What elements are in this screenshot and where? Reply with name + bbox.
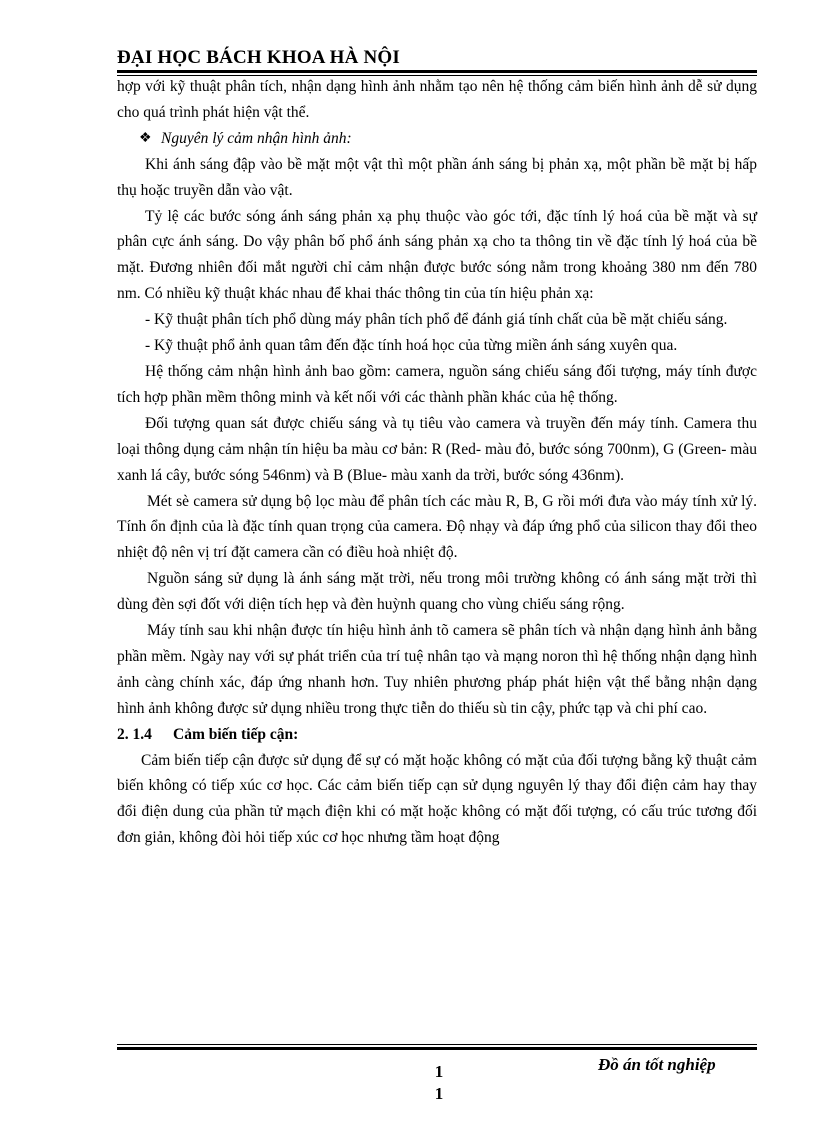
section-title: Cảm biến tiếp cận: (173, 725, 299, 743)
footer-rule-thin (117, 1044, 757, 1045)
paragraph-7: Nguồn sáng sử dụng là ánh sáng mặt trời, nếu trong môi trường không có ánh sáng mặt trời thì dùng đèn sợi đốt với diện tích hẹp và đèn huỳnh quang cho vùng chiếu sáng rộng. (117, 570, 757, 614)
body-content (117, 74, 757, 851)
bullet-heading-text: Nguyên lý cảm nhận hình ảnh: (161, 129, 352, 147)
paragraph-4: Hệ thống cảm nhận hình ảnh bao gồm: camera, nguồn sáng chiếu sáng đối tượng, máy tính được tích hợp phần mềm thông minh và kết nối với các thành phần khác của hệ thống. (117, 362, 757, 406)
header-title: ĐẠI HỌC BÁCH KHOA HÀ NỘI (117, 47, 400, 68)
dash-item-2: - Kỹ thuật phổ ảnh quan tâm đến đặc tính hoá học của từng miền ánh sáng xuyên qua. (145, 337, 678, 355)
diamond-bullet-icon: ❖ (139, 130, 152, 146)
header-rule-thick (117, 70, 757, 73)
footer-rule-thick (117, 1047, 757, 1050)
page-number-top: 1 (434, 1062, 444, 1081)
paragraph-8: Máy tính sau khi nhận được tín hiệu hình ảnh tõ camera sẽ phân tích và nhận dạng hình ảnh bằng phần mềm. Ngày nay với sự phát triển của trí tuệ nhân tạo và mạng noron thì hệ thống nhận dạng hình ảnh càng chính xác, đáp ứng nhanh hơn. Tuy nhiên phương pháp phát hiện vật thể bằng nhận dạng hình ảnh không được sử dụng nhiều trong thực tiễn do thiếu sù tin cậy, phức tạp và chi phí cao. (117, 622, 757, 717)
section-heading (117, 722, 757, 748)
paragraph-1: hợp với kỹ thuật phân tích, nhận dạng hình ảnh nhằm tạo nên hệ thống cảm biến hình ảnh dễ sử dụng cho quá trình phát hiện vật thể. (117, 78, 757, 121)
section-number: 2. 1.4 (117, 725, 152, 743)
paragraph-5: Đối tượng quan sát được chiếu sáng và tụ tiêu vào camera và truyền đến máy tính. Camera thu loại thông dụng cảm nhận tín hiệu ba màu cơ bản: R (Red- màu đỏ, bước sóng 700nm), G (Green- màu xanh lá cây, bước sóng 546nm) và B (Blue- màu xanh da trời, bước sóng 436nm). (117, 414, 757, 484)
page-number-bottom: 1 (434, 1084, 444, 1103)
bullet-heading (117, 126, 757, 152)
dash-item-1: - Kỹ thuật phân tích phổ dùng máy phân tích phổ để đánh giá tính chất của bề mặt chiếu sáng. (145, 311, 728, 329)
paragraph-6: Mét sè camera sử dụng bộ lọc màu để phân tích các màu R, B, G rồi mới đưa vào máy tính xử lý. Tính ổn định của là đặc tính quan trọng của camera. Độ nhạy và đáp ứng phổ của silicon thay đổi theo nhiệt độ nên vị trí đặt camera cần có điều hoà nhiệt độ. (117, 492, 757, 562)
footer-label: Đồ án tốt nghiệp (598, 1055, 716, 1074)
paragraph-2: Khi ánh sáng đập vào bề mặt một vật thì một phần ánh sáng bị phản xạ, một phần bề mặt bị hấp thụ hoặc truyền dẫn vào vật. (117, 155, 757, 199)
paragraph-3: Tỷ lệ các bước sóng ánh sáng phản xạ phụ thuộc vào góc tới, đặc tính lý hoá của bề mặt và sự phân cực ánh sáng. Do vậy phân bố phổ ánh sáng phản xạ cho ta thông tin về đặc tính lý hoá của bề mặt. Đương nhiên đối mắt người chỉ cảm nhận được bước sóng nằm trong khoảng 380 nm đến 780 nm. Có nhiều kỹ thuật khác nhau để khai thác thông tin của tín hiệu phản xạ: (117, 207, 757, 303)
paragraph-9: Cảm biến tiếp cận được sử dụng để sự có mặt hoặc không có mặt của đối tượng bằng kỹ thuật cảm biến không có tiếp xúc cơ học. Các cảm biến tiếp cạn sử dụng nguyên lý thay đổi điện cảm hay thay đổi điện dung của phần tử mạch điện khi có mặt hoặc không có mặt đối tượng, có cấu trúc tương đối đơn giản, không đòi hỏi tiếp xúc cơ học nhưng tầm hoạt động (117, 751, 757, 847)
